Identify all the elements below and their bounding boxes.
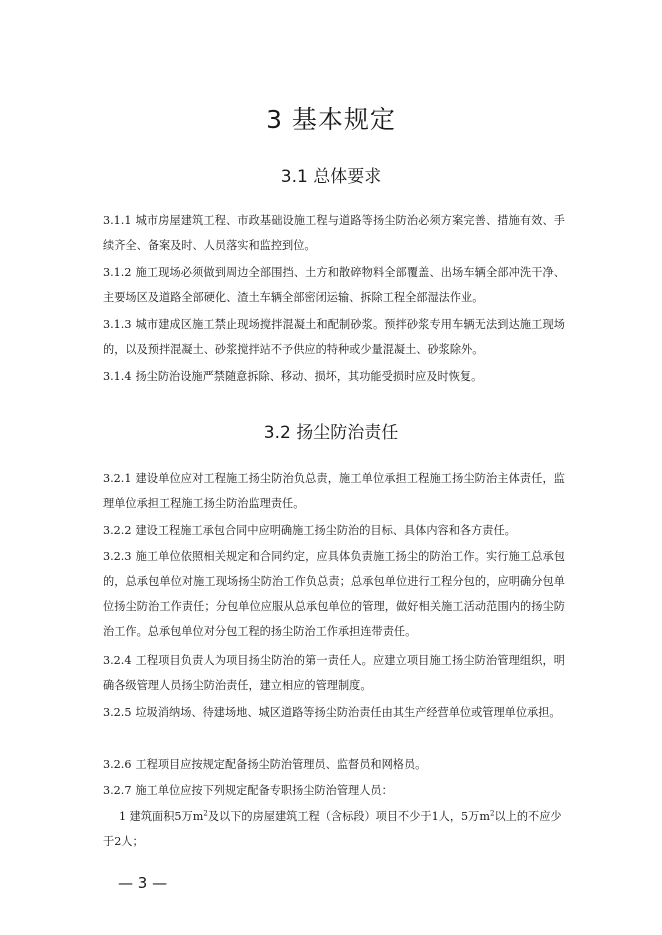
clause-text: 垃圾消纳场、待建场地、城区道路等扬尘防治责任由其生产经营单位或管理单位承担。 [135,706,561,719]
clause-number: 3.2.6 [103,758,132,771]
item-text-part: 以上的不应少于2人； [103,810,562,848]
clause-number: 3.1.4 [103,370,132,383]
list-item-1 [103,804,565,854]
clause-text: 城市房屋建筑工程、市政基础设施工程与道路等扬尘防治必须方案完善、措施有效、手续齐全、备案及时、人员落实和监控到位。 [103,214,565,252]
clause-3-1-4 [103,364,565,389]
clause-text: 建设工程施工承包合同中应明确施工扬尘防治的目标、具体内容和各方责任。 [135,524,516,537]
clause-3-2-1 [103,466,565,516]
clause-number: 3.1.3 [103,318,132,331]
clause-number: 3.1.2 [103,266,132,279]
section-title-3-2: 3.2 扬尘防治责任 [263,423,399,443]
clause-number: 3.2.3 [103,550,132,563]
superscript: 2 [203,809,208,818]
clause-text: 施工现场必须做到周边全部围挡、土方和散碎物料全部覆盖、出场车辆全部冲洗干净、主要场区及道路全部硬化、渣土车辆全部密闭运输、拆除工程全部湿法作业。 [103,266,565,304]
clause-number: 3.2.1 [103,472,132,485]
clause-text: 施工单位依照相关规定和合同约定，应具体负责施工扬尘的防治工作。实行施工总承包的，总承包单位对施工现场扬尘防治工作负总责；总承包单位进行工程分包的，应明确分包单位扬尘防治工作责任；分包单位应服从总承包单位的管理，做好相关施工活动范围内的扬尘防治工作。总承包单位对分包工程的扬尘防治工作承担连带责任。 [103,550,565,638]
superscript: 2 [489,809,495,818]
clause-text: 施工单位应按下列规定配备专职扬尘防治管理人员： [135,784,393,797]
item-text-part: 及以下的房屋建筑工程（含标段）项目不少于1人，5万m [207,810,490,823]
clause-3-2-5 [103,700,565,725]
clause-number: 3.2.4 [103,654,132,667]
clause-text: 建设单位应对工程施工扬尘防治负总责，施工单位承担工程施工扬尘防治主体责任，监理单位承担工程施工扬尘防治监理责任。 [103,472,565,510]
clause-3-2-4 [103,648,565,698]
clause-text: 工程项目负责人为项目扬尘防治的第一责任人。应建立项目施工扬尘防治管理组织，明确各级管理人员扬尘防治责任，建立相应的管理制度。 [103,654,565,692]
clause-3-2-7 [103,778,565,803]
section-title-3-1: 3.1 总体要求 [280,167,382,187]
page-number: — 3 — [118,874,168,892]
clause-3-2-2 [103,518,565,543]
clause-3-2-6 [103,752,565,777]
clause-number: 3.2.7 [103,784,132,797]
clause-3-2-3 [103,544,565,644]
clause-3-1-3 [103,312,565,362]
clause-number: 3.2.2 [103,524,132,537]
clause-text: 扬尘防治设施严禁随意拆除、移动、损坏，其功能受损时应及时恢复。 [135,370,483,383]
clause-text: 城市建成区施工禁止现场搅拌混凝土和配制砂浆。预拌砂浆专用车辆无法到达施工现场的，以及预拌混凝土、砂浆搅拌站不予供应的特种或少量混凝土、砂浆除外。 [103,318,565,356]
clause-number: 3.1.1 [103,214,132,227]
clause-text: 工程项目应按规定配备扬尘防治管理员、监督员和网格员。 [135,758,427,771]
clause-3-1-2 [103,260,565,310]
clause-3-1-1 [103,208,565,258]
item-text-part: 1 建筑面积5万m [119,810,204,823]
clause-number: 3.2.5 [103,706,132,719]
chapter-title: 3 基本规定 [266,105,396,134]
